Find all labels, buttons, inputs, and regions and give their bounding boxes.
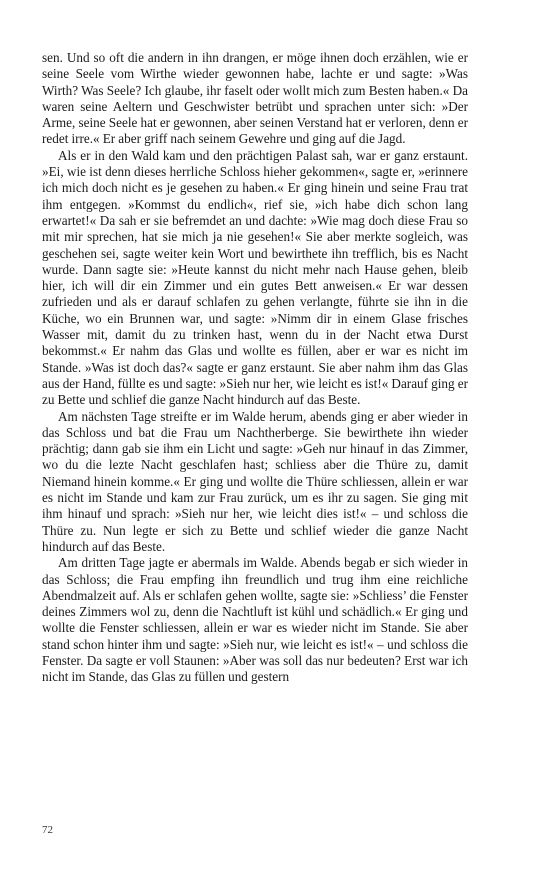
- paragraph-3: Am nächsten Tage streifte er im Walde herum, abends ging er aber wieder in das Schloss und bat die Frau um Nachtherberge. Sie bewirthete ihn wieder prächtig; dann gab sie ihm ein Licht und sagte: »Geh nur hinauf in das Zimmer, wo du die lezte Nacht geschlafen hast; schliess aber die Thüre zu, damit Niemand hinein komme.« Er ging und wollte die Thüre schliessen, allein er war es nicht im Stande und kam zur Frau zurück, um es ihr zu sagen. Sie ging mit ihm hinauf und sprach: »Sieh nur her, wie leicht dies ist!« – und schloss die Thüre zu. Nun legte er sich zu Bette und schlief wieder die ganze Nacht hindurch auf das Beste.: [42, 408, 468, 554]
- page-number: 72: [42, 824, 53, 836]
- paragraph-1: sen. Und so oft die andern in ihn drangen, er möge ihnen doch erzählen, wie er seine Seele vom Wirthe wieder gewonnen habe, lachte er und sagte: »Was Wirth? Was Seele? Ich glaube, ihr faselt oder wollt mich zum Besten haben.« Da waren seine Aeltern und Geschwister betrübt und sprachen unter sich: »Der Arme, seine Seele hat er gewonnen, aber seinen Verstand hat er verloren, denn er redet irre.« Er aber griff nach seinem Gewehre und ging auf die Jagd.: [42, 50, 468, 147]
- paragraph-4: Am dritten Tage jagte er abermals im Walde. Abends begab er sich wieder in das Schloss; die Frau empfing ihn freundlich und trug ihm eine reichliche Abendmalzeit auf. Als er schlafen gehen wollte, sagte sie: »Schliess’ die Fenster deines Zimmers wol zu, denn die Nachtluft ist kühl und schädlich.« Er ging und wollte die Fenster schliessen, allein er war es wieder nicht im Stande. Sie aber stand schon hinter ihm und sagte: »Sieh nur, wie leicht es ist!« – und schloss die Fenster. Da sagte er voll Staunen: »Aber was soll das nur bedeuten? Erst war ich nicht im Stande, das Glas zu füllen und gestern: [42, 555, 468, 685]
- body-text: [42, 50, 468, 686]
- paragraph-2: Als er in den Wald kam und den prächtigen Palast sah, war er ganz erstaunt. »Ei, wie ist denn dieses herrliche Schloss hieher gekommen«, sagte er, »erinnere ich mich doch nicht es je gesehen zu haben.« Er ging hinein und seine Frau trat ihm entgegen. »Kommst du endlich«, rief sie, »ich habe dich schon lang erwartet!« Da sah er sie befremdet an und dachte: »Wie mag doch diese Frau so mit mir sprechen, hat sie mich ja nie gesehen!« Sie aber merkte sogleich, was geschehen sei, sagte weiter kein Wort und bewirthete ihn trefflich, bis es Nacht wurde. Dann sagte sie: »Heute kannst du nicht mehr nach Hause gehen, bleib hier, ich will dir ein Zimmer und ein gutes Bett anweisen.« Er war dessen zufrieden und als er darauf schlafen zu gehen verlangte, führte sie ihn in die Küche, wo ein Brunnen war, und sagte: »Nimm dir in einem Glase frisches Wasser mit, damit du zu trinken hast, wenn du in der Nacht etwa Durst bekommst.« Er nahm das Glas und wollte es füllen, aber er war es nicht im Stande. »Was ist doch das?« sagte er ganz erstaunt. Sie aber nahm ihm das Glas aus der Hand, füllte es und sagte: »Sieh nur her, wie leicht es ist!« Darauf ging er zu Bette und schlief die ganze Nacht hindurch auf das Beste.: [42, 147, 468, 408]
